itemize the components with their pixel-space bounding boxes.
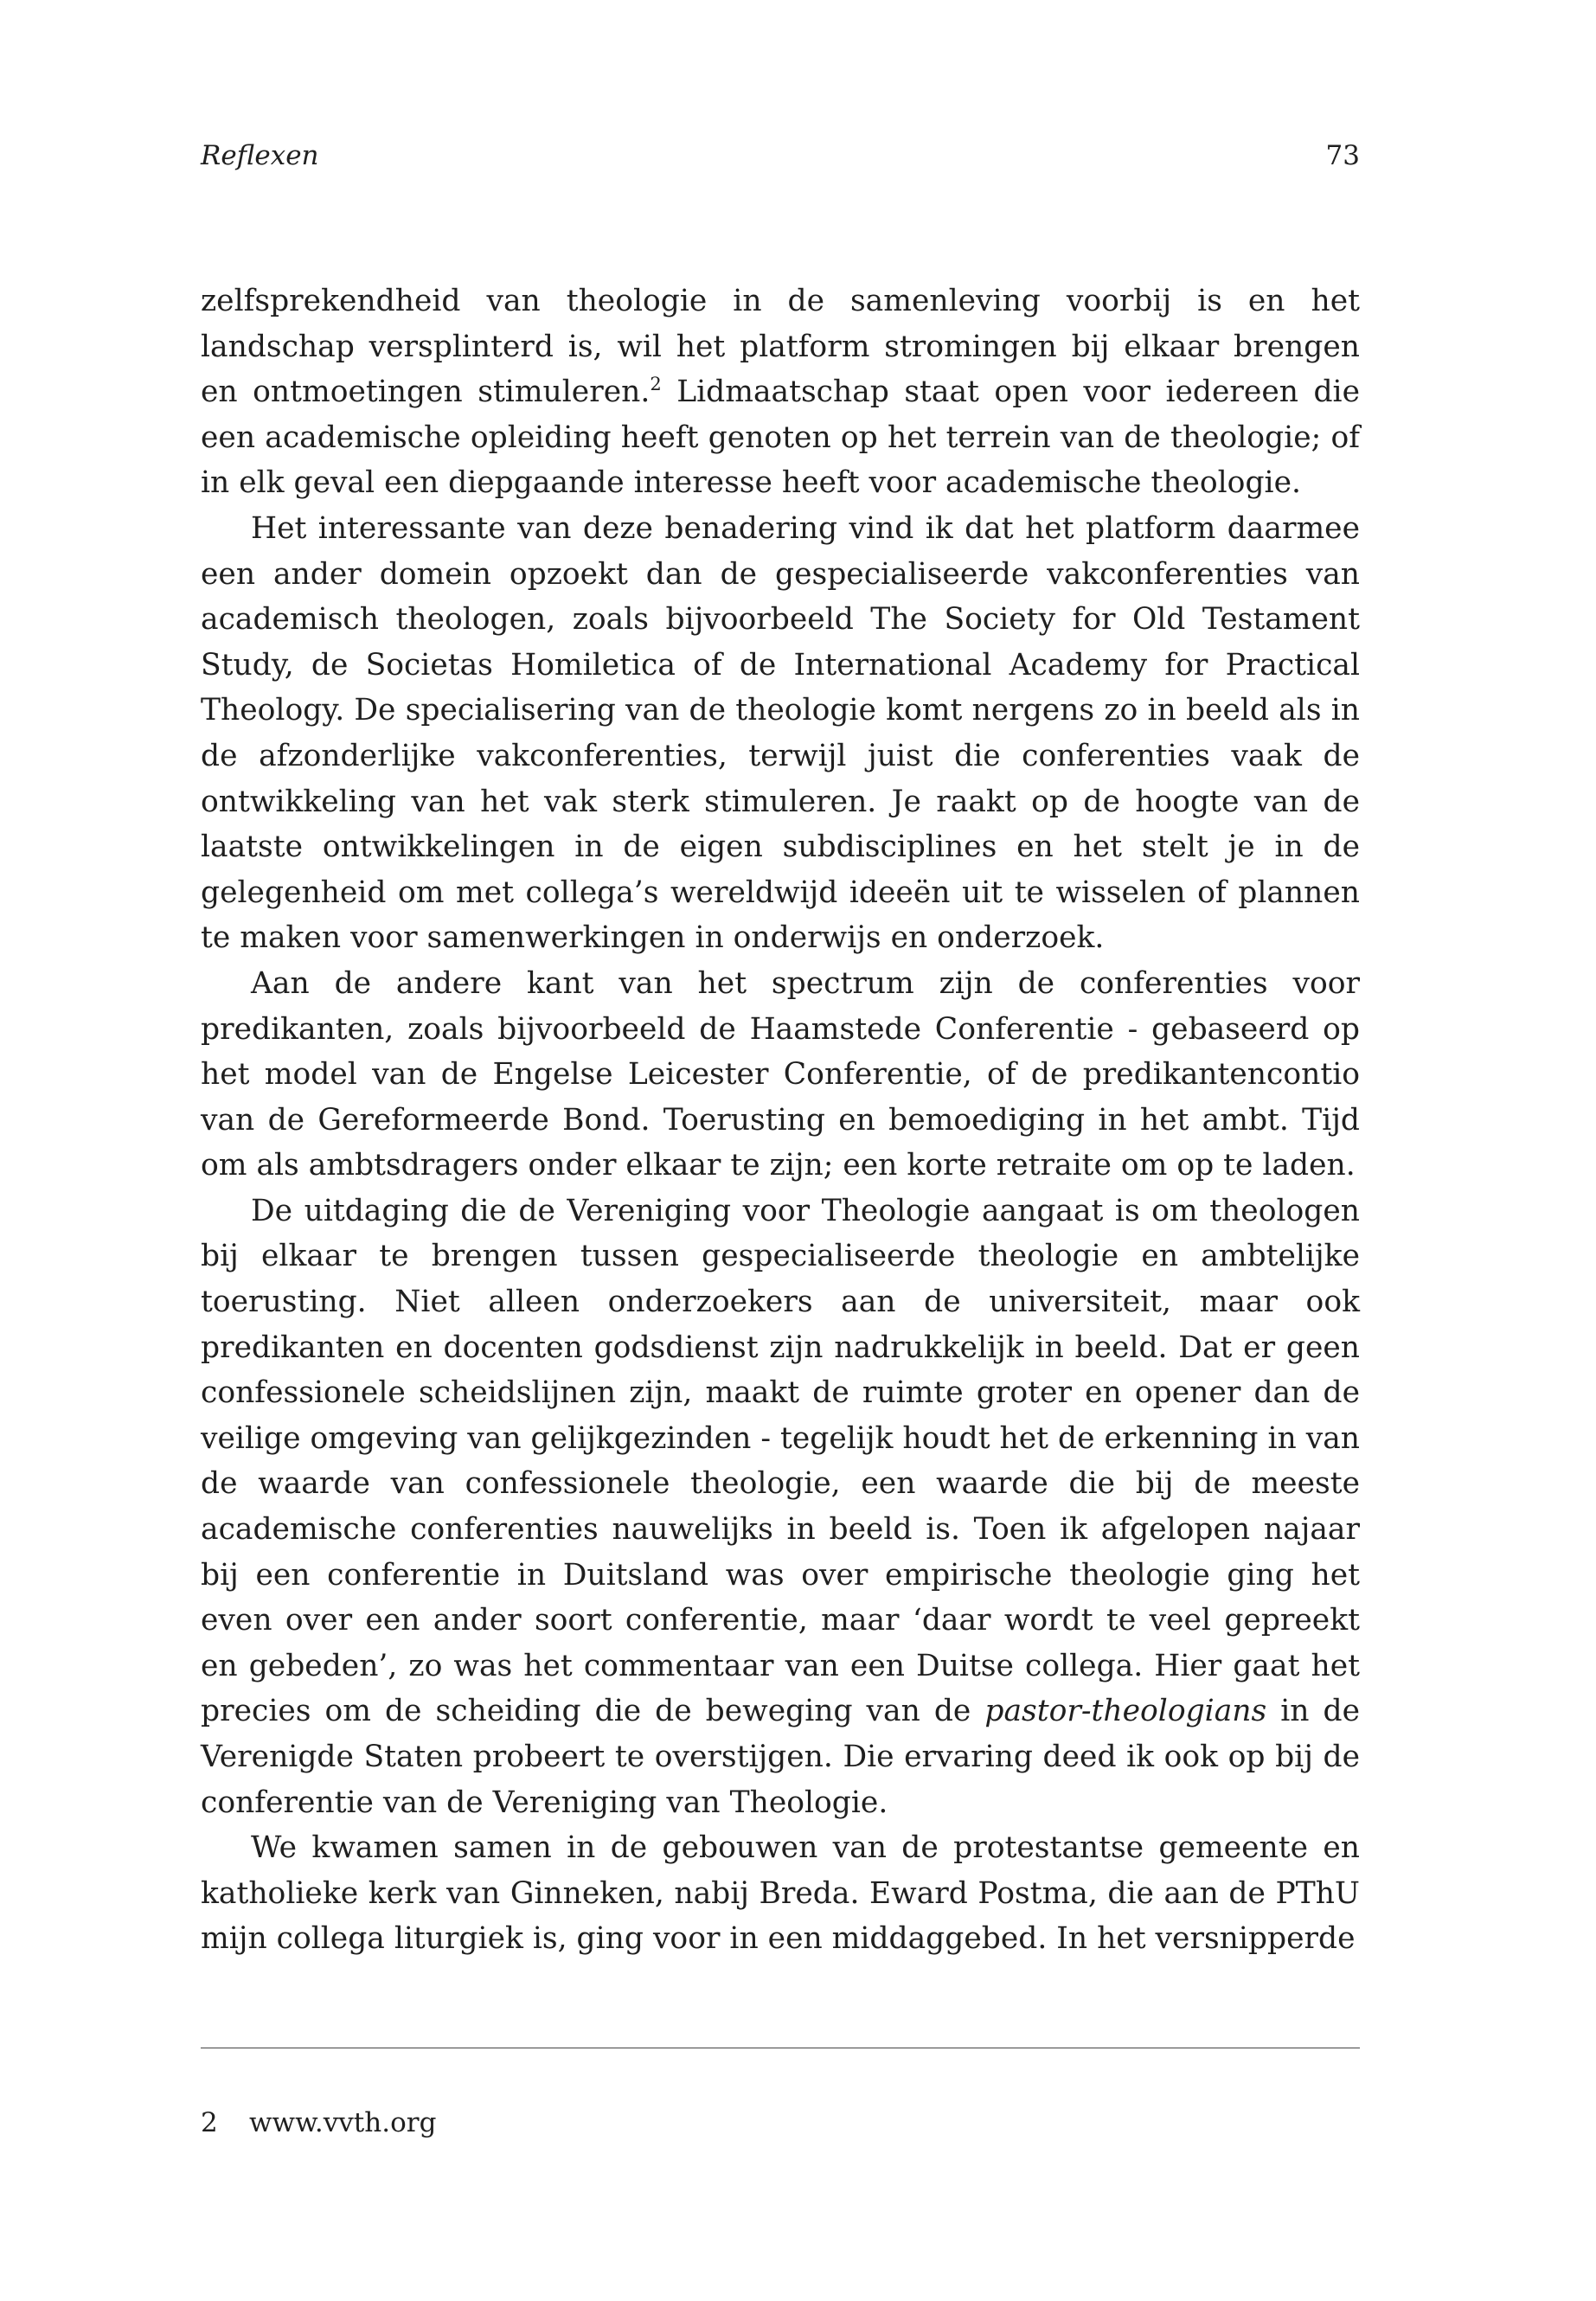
paragraph-text: De uitdaging die de Vereniging voor Theologie aangaat is om theologen bij elkaar te brengen tussen gespecialiseerde theologie en ambtelijke toerusting. Niet alleen onderzoekers aan de universiteit, maar ook predikanten en docenten godsdienst zijn nadrukkelijk in beeld. Dat er geen confessionele scheidslijnen zijn, maakt de ruimte groter en opener dan de veilige omgeving van gelijkgezinden - tegelijk houdt het de erkenning in van de waarde van confessionele theologie, een waarde die bij de meeste academische conferenties nauwelijks in beeld is. Toen ik afgelopen najaar bij een conferentie in Duitsland was over empirische theologie ging het even over een ander soort conferentie, maar ‘daar wordt te veel gepreekt en gebeden’, zo was het commentaar van een Duitse collega. Hier gaat het precies om de scheiding die de beweging van de [201,1193,1360,1729]
footnote [201,2106,436,2140]
footnote-text: www.vvth.org [249,2107,437,2138]
italic-term: pastor-theologians [984,1694,1267,1729]
running-header [201,138,1360,173]
paragraph [201,279,1360,506]
footnote-reference: 2 [650,374,662,395]
page-number: 73 [1325,140,1360,171]
footnote-number: 2 [201,2107,218,2138]
body-text [201,279,1360,1962]
paragraph-text: zelfsprekendheid van theologie in de samenleving voorbij is en het landschap versplinterd is, wil het platform stromingen bij elkaar brengen en ontmoetingen stimuleren. [201,284,1360,410]
paragraph: Het interessante van deze benadering vind ik dat het platform daarmee een ander domein opzoekt dan de gespecialiseerde vakconferenties van academisch theologen, zoals bijvoorbeeld The Society for Old Testament Study, de Societas Homiletica of de International Academy for Practical Theology. De specialisering van de theologie komt nergens zo in beeld als in de afzonderlijke vakconferenties, terwijl juist die conferenties vaak de ontwikkeling van het vak sterk stimuleren. Je raakt op de hoogte van de laatste ontwikkelingen in de eigen subdisciplines en het stelt je in de gelegenheid om met collega’s wereldwijd ideeën uit te wisselen of plannen te maken voor samenwerkingen in onderwijs en onderzoek. [201,510,1360,956]
running-title: Reflexen [201,140,319,171]
paragraph-text: Lidmaatschap staat open voor iedereen die een academische opleiding heeft genoten op het terrein van de theologie; of in elk geval een diepgaande interesse heeft voor academische theologie. [201,375,1360,501]
paragraph-text: in de Verenigde Staten probeert te overstijgen. Die ervaring deed ik ook op bij de conferentie van de Vereniging van Theologie. [201,1694,1360,1820]
paragraph: We kwamen samen in de gebouwen van de protestantse gemeente en katholieke kerk van Ginneken, nabij Breda. Eward Postma, die aan de PThU mijn collega liturgiek is, ging voor in een middaggebed. In het versnipperde [201,1830,1360,1957]
paragraph [201,1189,1360,1825]
paragraph: Aan de andere kant van het spectrum zijn de conferenties voor predikanten, zoals bijvoorbeeld de Haamstede Conferentie - gebaseerd op het model van de Engelse Leicester Conferentie, of de predikantencontio van de Gereformeerde Bond. Toerusting en bemoediging in het ambt. Tijd om als ambtsdragers onder elkaar te zijn; een korte retraite om op te laden. [201,965,1360,1183]
